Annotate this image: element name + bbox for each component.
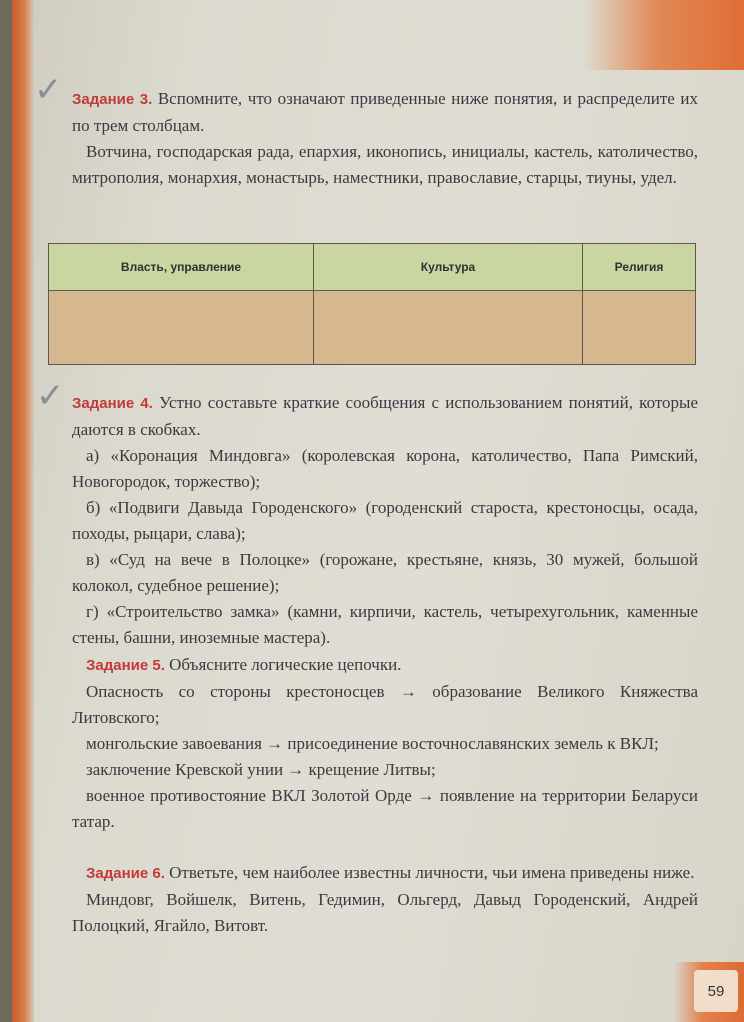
page-number-tab: [674, 962, 744, 1022]
task-3: [72, 86, 698, 191]
corner-decoration: [584, 0, 744, 70]
list-item: в) «Суд на вече в Полоцке» (горожане, крестьяне, князь, 30 мужей, большой колокол, судебное решение);: [72, 550, 698, 595]
list-item: г) «Строительство замка» (камни, кирпичи, кастель, четырехугольник, каменные стены, башни, иноземные мастера).: [72, 602, 698, 647]
task-5-heading: Задание 5.: [86, 657, 165, 674]
page-number: 59: [694, 970, 738, 1012]
task-6-instruction: Ответьте, чем наиболее известны личности, чьи имена приведены ниже.: [164, 863, 695, 882]
task-5-instruction: Объясните логические цепочки.: [164, 655, 402, 674]
task-6-heading: Задание 6.: [86, 865, 165, 882]
task-3-instruction: Вспомните, что означают приведенные ниже понятия, и распределите их по трем столбцам.: [72, 89, 698, 135]
page-spine-stripe: [12, 0, 34, 1022]
task-6: [72, 860, 698, 939]
textbook-page: [12, 0, 744, 1022]
column-header-culture: Культура: [314, 244, 583, 291]
task-4-instruction: Устно составьте краткие сообщения с использованием понятий, которые даются в скобках.: [72, 393, 699, 439]
task-5: [72, 652, 698, 835]
table-cell-empty: [583, 291, 696, 365]
list-item: монгольские завоевания → присоединение восточнославянских земель к ВКЛ;: [86, 734, 659, 753]
task-4: [72, 390, 698, 651]
table-cell-empty: [49, 291, 314, 365]
list-item: военное противостояние ВКЛ Золотой Орде → появление на территории Беларуси татар.: [72, 786, 698, 831]
list-item: а) «Коронация Миндовга» (королевская корона, католичество, Папа Римский, Новогородок, торжество);: [72, 446, 698, 491]
list-item: б) «Подвиги Давыда Городенского» (городенский староста, крестоносцы, осада, походы, рыцари, слава);: [72, 498, 698, 543]
pencil-check-mark-icon: ✓: [34, 70, 63, 110]
task-4-heading: Задание 4.: [72, 395, 153, 412]
task-3-heading: Задание 3.: [72, 91, 153, 108]
pencil-check-mark-icon: ✓: [36, 376, 65, 416]
column-header-power: Власть, управление: [49, 244, 314, 291]
task-3-terms: Вотчина, господарская рада, епархия, иконопись, инициалы, кастель, католичество, митрополия, монархия, монастырь, наместники, православие, старцы, тиуны, удел.: [72, 142, 698, 187]
task-6-names: Миндовг, Войшелк, Витень, Гедимин, Ольгерд, Давыд Городенский, Андрей Полоцкий, Ягайло, Витовт.: [72, 890, 698, 935]
table-cell-empty: [314, 291, 583, 365]
column-header-religion: Религия: [583, 244, 696, 291]
classification-table: [48, 243, 696, 365]
list-item: заключение Кревской унии → крещение Литвы;: [86, 760, 436, 779]
list-item: Опасность со стороны крестоносцев → образование Великого Княжества Литовского;: [72, 682, 698, 727]
